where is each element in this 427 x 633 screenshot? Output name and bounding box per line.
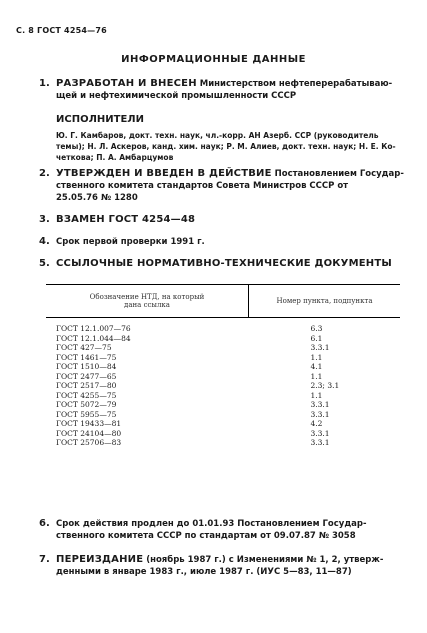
designation-cell: ГОСТ 19433—81 (56, 419, 122, 428)
designation-cell: ГОСТ 24104—80 (56, 428, 122, 438)
section-number: 6. (39, 518, 50, 529)
designation-cell: ГОСТ 4255—75 (56, 390, 117, 400)
clause-cell: 6.3 (310, 324, 323, 333)
section-number: 4. (39, 236, 50, 247)
column-header-text: дана ссылка (124, 301, 170, 309)
table-row (46, 410, 400, 420)
section-text: щей и нефтехимической промышленности СССР (56, 91, 297, 101)
clause-cell: 6.1 (310, 333, 323, 343)
section-5 (39, 258, 392, 270)
section-number: 7. (39, 554, 50, 565)
section-number: 2. (39, 168, 50, 179)
designation-cell: ГОСТ 5955—75 (56, 409, 117, 419)
page-header: С. 8 ГОСТ 4254—76 (16, 26, 107, 35)
section-lead: ВЗАМЕН ГОСТ 4254—48 (56, 214, 196, 225)
designation-cell: ГОСТ 12.1.007—76 (56, 324, 131, 333)
section-text: ственного комитета стандартов Совета Министров СССР от (56, 181, 349, 191)
table-row (46, 400, 400, 410)
table-body (46, 318, 400, 448)
page-title: ИНФОРМАЦИОННЫЕ ДАННЫЕ (121, 54, 306, 65)
clause-cell: 4.2 (310, 419, 323, 428)
section-text: Срок первой проверки 1991 г. (56, 237, 205, 247)
section-text: Срок действия продлен до 01.01.93 Постановлением Государ- (56, 519, 367, 529)
section-3 (39, 214, 195, 226)
clause-cell: 4.1 (310, 362, 323, 371)
section-text: 25.05.76 № 1280 (56, 193, 138, 203)
section-number: 5. (39, 258, 50, 269)
column-header-text: Обозначение НТД, на который (89, 293, 205, 301)
section-text: Постановлением Государ- (271, 169, 404, 179)
section-number: 3. (39, 214, 50, 225)
section-7 (39, 554, 414, 578)
section-text: Министерством нефтеперерабатываю- (196, 79, 393, 89)
table-row (46, 362, 400, 372)
table-row (46, 438, 400, 448)
section-lead: ПЕРЕИЗДАНИЕ (56, 554, 144, 565)
clause-cell: 3.3.1 (310, 400, 330, 409)
clause-cell: 3.3.1 (310, 438, 330, 447)
designation-cell: ГОСТ 1510—84 (56, 362, 117, 371)
references-table (46, 284, 400, 448)
column-header-clause: Номер пункта, подпункта (249, 285, 401, 318)
section-2 (39, 168, 414, 204)
table-row (46, 372, 400, 382)
table-row (46, 334, 400, 344)
clause-cell: 2.3; 3.1 (310, 381, 340, 390)
executors-line: Ю. Г. Камбаров, докт. техн. наук, чл.-корр. АН Азерб. ССР (руководитель (56, 131, 379, 140)
table-row (46, 419, 400, 429)
clause-cell: 1.1 (310, 371, 323, 381)
designation-cell: ГОСТ 427—75 (56, 343, 112, 352)
table-row (46, 381, 400, 391)
table-header-row (46, 285, 400, 318)
table-row (46, 429, 400, 439)
designation-cell: ГОСТ 5072—79 (56, 400, 117, 409)
designation-cell: ГОСТ 12.1.044—84 (56, 333, 131, 343)
section-lead: ССЫЛОЧНЫЕ НОРМАТИВНО-ТЕХНИЧЕСКИЕ ДОКУМЕНТЫ (56, 258, 392, 269)
clause-cell: 3.3.1 (310, 343, 330, 352)
section-lead: УТВЕРЖДЕН И ВВЕДЕН В ДЕЙСТВИЕ (56, 168, 272, 179)
section-text: денными в январе 1983 г., июле 1987 г. (ИУС 5—83, 11—87) (56, 567, 352, 577)
designation-cell: ГОСТ 1461—75 (56, 352, 117, 362)
section-1 (39, 78, 414, 102)
designation-cell: ГОСТ 25706—83 (56, 438, 122, 447)
clause-cell: 3.3.1 (310, 428, 330, 438)
executors-list (56, 130, 416, 163)
table-row (46, 353, 400, 363)
executors-line: темы); Н. Л. Аскеров, канд. хим. наук; Р. М. Алиев, докт. техн. наук; Н. Е. Ко- (56, 142, 396, 151)
clause-cell: 1.1 (310, 352, 323, 362)
column-header-designation (46, 285, 249, 318)
table-row (46, 391, 400, 401)
section-lead: РАЗРАБОТАН И ВНЕСЕН (56, 78, 197, 89)
executors-heading: ИСПОЛНИТЕЛИ (56, 114, 144, 125)
clause-cell: 1.1 (310, 390, 323, 400)
clause-cell: 3.3.1 (310, 409, 330, 419)
section-6 (39, 518, 414, 542)
table-row (46, 318, 400, 334)
table-row (46, 343, 400, 353)
section-4 (39, 236, 205, 248)
section-text: (ноябрь 1987 г.) с Изменениями № 1, 2, утверж- (143, 555, 384, 565)
designation-cell: ГОСТ 2477—65 (56, 371, 117, 381)
designation-cell: ГОСТ 2517—80 (56, 381, 117, 390)
section-number: 1. (39, 78, 50, 89)
executors-line: четкова; П. А. Амбарцумов (56, 153, 174, 162)
section-text: ственного комитета СССР по стандартам от 09.07.87 № 3058 (56, 531, 356, 541)
